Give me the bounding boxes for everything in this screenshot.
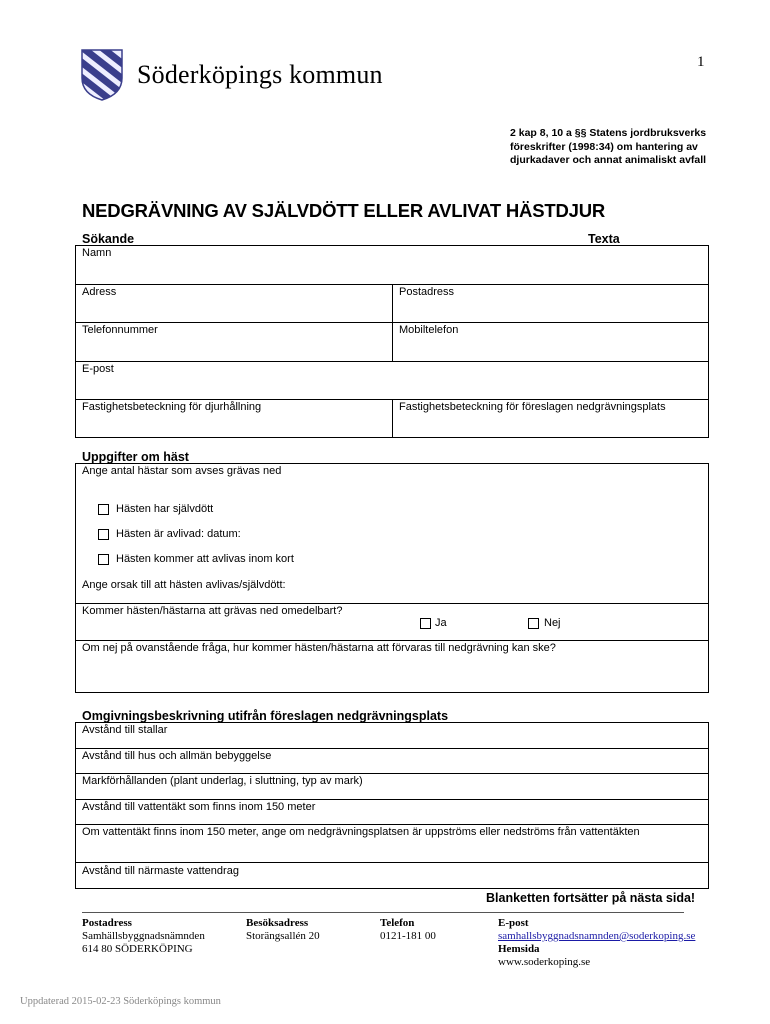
horse-count-field[interactable]: Ange antal hästar som avses grävas ned bbox=[82, 465, 282, 477]
footer-email-label: E-post bbox=[498, 917, 529, 929]
footer-rule bbox=[82, 912, 684, 913]
will-be-euthanized-label: Hästen kommer att avlivas inom kort bbox=[116, 553, 294, 565]
yes-checkbox[interactable] bbox=[420, 618, 431, 629]
self-died-label: Hästen har självdött bbox=[116, 503, 214, 515]
updated-note: Uppdaterad 2015-02-23 Söderköpings kommun bbox=[20, 996, 221, 1007]
reason-field[interactable]: Ange orsak till att hästen avlivas/självdött: bbox=[82, 579, 286, 591]
continues-note: Blanketten fortsätter på nästa sida! bbox=[486, 891, 696, 905]
distance-houses-field[interactable]: Avstånd till hus och allmän bebyggelse bbox=[82, 750, 272, 762]
applicant-heading: Sökande bbox=[82, 232, 135, 246]
no-checkbox[interactable] bbox=[528, 618, 539, 629]
property-horse-field[interactable]: Fastighetsbeteckning för djurhållning bbox=[82, 401, 262, 413]
footer-postal-line2: 614 80 SÖDERKÖPING bbox=[82, 943, 193, 955]
horse-heading: Uppgifter om häst bbox=[82, 450, 189, 464]
ground-conditions-field[interactable]: Markförhållanden (plant underlag, i sluttning, typ av mark) bbox=[82, 775, 363, 787]
divider bbox=[392, 284, 393, 361]
immediate-question: Kommer hästen/hästarna att grävas ned omedelbart? bbox=[82, 605, 343, 617]
divider bbox=[75, 773, 709, 774]
footer-visit bbox=[246, 917, 320, 943]
footer-postal-label: Postadress bbox=[82, 917, 132, 929]
texta-hint: Texta bbox=[588, 232, 620, 246]
environment-heading: Omgivningsbeskrivning utifrån föreslagen nedgrävningsplats bbox=[82, 709, 449, 723]
email-field[interactable]: E-post bbox=[82, 363, 114, 375]
mobile-field[interactable]: Mobiltelefon bbox=[399, 324, 459, 336]
footer-web-label: Hemsida bbox=[498, 943, 540, 955]
divider bbox=[392, 399, 393, 438]
divider bbox=[75, 603, 709, 604]
postal-address-field[interactable]: Postadress bbox=[399, 286, 455, 298]
address-field[interactable]: Adress bbox=[82, 286, 117, 298]
divider bbox=[75, 862, 709, 863]
distance-water-intake-field[interactable]: Avstånd till vattentäkt som finns inom 150 meter bbox=[82, 801, 316, 813]
phone-field[interactable]: Telefonnummer bbox=[82, 324, 158, 336]
footer-postal bbox=[82, 917, 205, 956]
coat-of-arms-logo bbox=[80, 48, 124, 102]
property-burial-field[interactable]: Fastighetsbeteckning för föreslagen nedgrävningsplats bbox=[399, 401, 666, 413]
divider bbox=[75, 361, 709, 362]
no-label: Nej bbox=[544, 617, 561, 629]
footer-phone bbox=[380, 917, 436, 943]
distance-stables-field[interactable]: Avstånd till stallar bbox=[82, 724, 168, 736]
divider bbox=[75, 640, 709, 641]
will-be-euthanized-checkbox[interactable] bbox=[98, 554, 109, 565]
distance-watercourse-field[interactable]: Avstånd till närmaste vattendrag bbox=[82, 865, 239, 877]
divider bbox=[75, 748, 709, 749]
divider bbox=[75, 824, 709, 825]
horse-box bbox=[75, 463, 709, 693]
footer-visit-label: Besöksadress bbox=[246, 917, 309, 929]
footer-phone-line1: 0121-181 00 bbox=[380, 930, 436, 942]
divider bbox=[75, 799, 709, 800]
footer-web-link[interactable]: www.soderkoping.se bbox=[498, 956, 591, 968]
page-number: 1 bbox=[697, 54, 705, 70]
upstream-downstream-field[interactable]: Om vattentäkt finns inom 150 meter, ange om nedgrävningsplatsen är uppströms eller nedströms från vattentäkten bbox=[82, 826, 640, 838]
self-died-checkbox[interactable] bbox=[98, 504, 109, 515]
footer-contact bbox=[498, 917, 695, 969]
storage-question-field[interactable]: Om nej på ovanstående fråga, hur kommer hästen/hästarna att förvaras till nedgrävning kan ske? bbox=[82, 642, 556, 654]
euthanized-checkbox[interactable] bbox=[98, 529, 109, 540]
organization-name: Söderköpings kommun bbox=[137, 60, 383, 89]
footer-visit-line1: Storängsallén 20 bbox=[246, 930, 320, 942]
footer-email-link[interactable]: samhallsbyggnadsnamnden@soderkoping.se bbox=[498, 930, 696, 942]
euthanized-label: Hästen är avlivad: datum: bbox=[116, 528, 241, 540]
name-field[interactable]: Namn bbox=[82, 247, 112, 259]
form-title: NEDGRÄVNING AV SJÄLVDÖTT ELLER AVLIVAT HÄSTDJUR bbox=[82, 200, 606, 221]
yes-label: Ja bbox=[435, 617, 447, 629]
regulation-reference: 2 kap 8, 10 a §§ Statens jordbruksverks föreskrifter (1998:34) om hantering av djurkadaver och annat animaliskt avfall bbox=[510, 127, 707, 166]
footer-postal-line1: Samhällsbyggnadsnämnden bbox=[82, 930, 205, 942]
footer-phone-label: Telefon bbox=[380, 917, 415, 929]
